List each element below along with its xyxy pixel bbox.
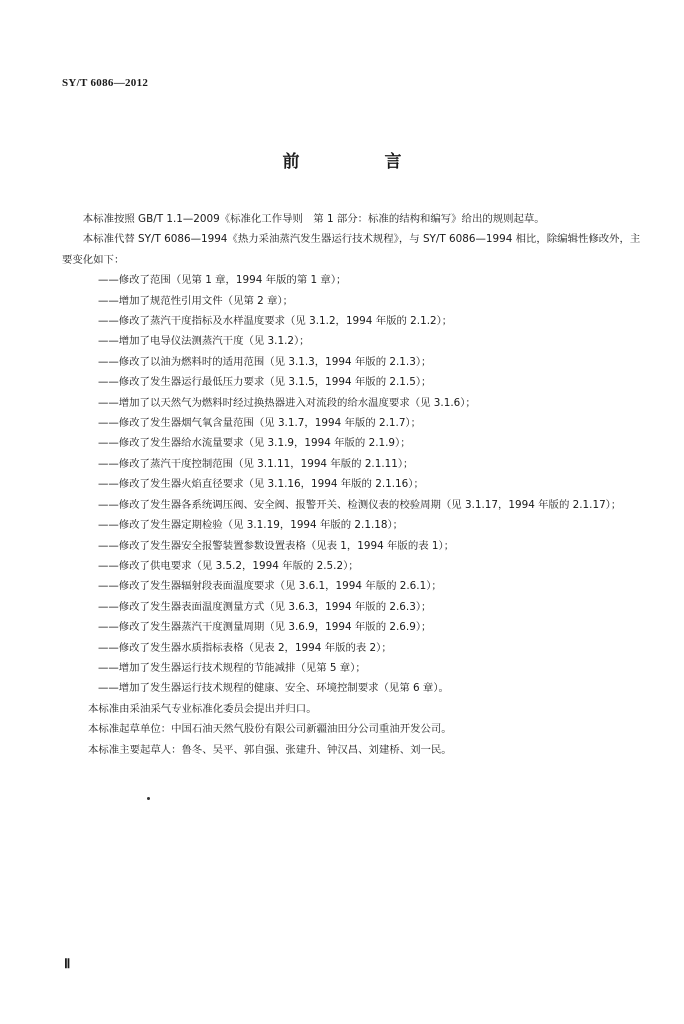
note-drafters: 本标准主要起草人：鲁冬、吴平、郭自强、张建升、钟汉昌、刘建桥、刘一民。 — [88, 743, 452, 756]
list-item: ——修改了发生器蒸汽干度测量周期（见 3.6.9，1994 年版的 2.6.9）； — [98, 621, 432, 634]
paragraph-replacement: 本标准代替 SY/T 6086—1994《热力采油蒸汽发生器运行技术规程》，与 SY/T 6086—1994 相比，除编辑性修改外，主要变化如下： — [62, 233, 641, 266]
list-item: ——修改了发生器烟气氧含量范围（见 3.1.7，1994 年版的 2.1.7）； — [98, 417, 422, 430]
list-item: ——增加了以天然气为燃料时经过换热器进入对流段的给水温度要求（见 3.1.6）； — [98, 396, 476, 409]
list-item: ——修改了供电要求（见 3.5.2，1994 年版的 2.5.2）； — [98, 559, 359, 572]
list-item: ——增加了发生器运行技术规程的健康、安全、环境控制要求（见第 6 章）。 — [98, 682, 449, 695]
list-item: ——修改了发生器给水流量要求（见 3.1.9，1994 年版的 2.1.9）； — [98, 437, 411, 450]
paragraph-drafting-rules: 本标准按照 GB/T 1.1—2009《标准化工作导则 第 1 部分：标准的结构和编写》给出的规则起草。 — [82, 213, 545, 225]
list-item: ——修改了范围（见第 1 章，1994 年版的第 1 章）； — [98, 274, 347, 287]
list-item: ——修改了发生器辐射段表面温度要求（见 3.6.1，1994 年版的 2.6.1）； — [98, 580, 442, 593]
note-proposer: 本标准由采油采气专业标准化委员会提出并归口。 — [88, 702, 317, 715]
list-item: ——修改了发生器安全报警装置参数设置表格（见表 1，1994 年版的表 1）； — [98, 539, 455, 552]
list-item: ——修改了发生器火焰直径要求（见 3.1.16，1994 年版的 2.1.16）； — [98, 478, 424, 491]
speck-mark — [147, 797, 150, 800]
page-number: Ⅱ — [64, 956, 71, 971]
list-item: ——修改了发生器运行最低压力要求（见 3.1.5，1994 年版的 2.1.5）； — [98, 376, 432, 389]
change-list — [88, 270, 648, 699]
standard-code: SY/T 6086—2012 — [62, 77, 149, 89]
list-item: ——修改了发生器各系统调压阀、安全阀、报警开关、检测仪表的校验周期（见 3.1.17，1994 年版的 2.1.17）； — [98, 498, 622, 511]
note-drafting-unit: 本标准起草单位：中国石油天然气股份有限公司新疆油田分公司重油开发公司。 — [88, 723, 452, 736]
list-item: ——修改了发生器表面温度测量方式（见 3.6.3，1994 年版的 2.6.3）； — [98, 600, 432, 613]
page-title: 前 言 — [282, 152, 436, 172]
list-item: ——修改了发生器水质指标表格（见表 2，1994 年版的表 2）； — [98, 641, 392, 654]
list-item: ——增加了电导仪法测蒸汽干度（见 3.1.2）； — [98, 335, 310, 348]
list-item: ——修改了发生器定期检验（见 3.1.19，1994 年版的 2.1.18）； — [98, 519, 404, 532]
list-item: ——增加了规范性引用文件（见第 2 章）； — [98, 294, 294, 307]
list-item: ——增加了发生器运行技术规程的节能减排（见第 5 章）； — [98, 661, 366, 674]
list-item: ——修改了蒸汽干度控制范围（见 3.1.11，1994 年版的 2.1.11）； — [98, 457, 414, 470]
list-item: ——修改了蒸汽干度指标及水样温度要求（见 3.1.2，1994 年版的 2.1.2）； — [98, 315, 453, 328]
foreword-body — [62, 209, 648, 760]
list-item: ——修改了以油为燃料时的适用范围（见 3.1.3，1994 年版的 2.1.3）； — [98, 355, 432, 368]
